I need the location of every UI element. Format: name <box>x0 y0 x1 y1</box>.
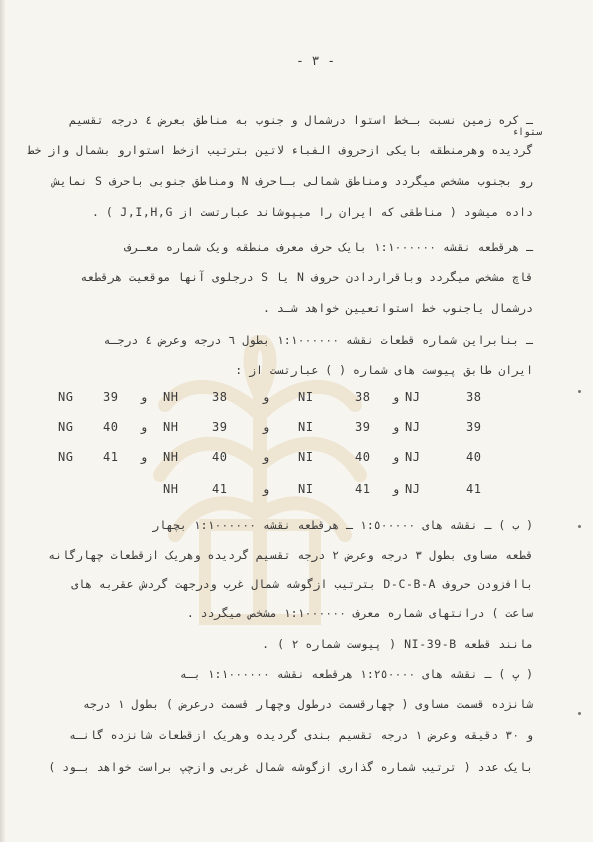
grid-zone: NG <box>58 450 74 464</box>
grid-number: 40 <box>212 450 228 464</box>
grid-zone: NI <box>298 450 314 464</box>
grid-zone: NH <box>163 450 179 464</box>
grid-number: 40 <box>466 450 482 464</box>
grid-zone: NJ <box>405 450 421 464</box>
grid-zone: NH <box>163 390 179 404</box>
grid-separator: و <box>262 420 270 434</box>
scan-speck <box>578 712 581 715</box>
grid-zone: NH <box>163 420 179 434</box>
scan-speck <box>578 525 581 528</box>
grid-zone: NI <box>298 390 314 404</box>
paragraph-1-line-2: گردیده وهرمنطقه بایکی ازحروف الفباء لاتین بترتیب ازخط استوارو بشمال واز خط <box>27 143 533 157</box>
paragraph-5-line-3: و ٣٠ دقیقه وعرض ١ درجه تقسیم بندی گردیده وهریک ازقطعات شانزده گانـه <box>69 728 533 742</box>
grid-zone: NJ <box>405 420 421 434</box>
paragraph-5-line-4: بایک عدد ( ترتیب شماره گذاری ازگوشه شمال غربی وازچپ براست خواهد بـود ) <box>48 760 533 774</box>
grid-separator: و <box>262 450 270 464</box>
grid-separator: و <box>140 390 148 404</box>
paragraph-4-line-1: ( ب ) ـ نقشه های ١:٥٠٠٠٠٠ ـ هرقطعه نقشه ١:١٠٠٠٠٠٠ بچهار <box>152 518 533 532</box>
paragraph-1-line-1: ـ کره زمین نسبت بـخط استوا درشمال و جنوب به مناطق بعرض ٤ درجه تقسیم <box>69 113 533 127</box>
grid-number: 41 <box>355 482 371 496</box>
grid-separator: و <box>392 420 400 434</box>
paragraph-5-line-2: شانزده قسمت مساوی ( چهارقسمت درطول وچهار قسمت درعرض ) بطول ١ درجه <box>82 697 533 711</box>
grid-number: 38 <box>466 390 482 404</box>
paragraph-3-line-1: ـ بنابراین شماره قطعات نقشه ١:١٠٠٠٠٠٠ بطول ٦ درجه وعرض ٤ درجـه <box>103 333 533 347</box>
grid-separator: و <box>262 390 270 404</box>
grid-separator: و <box>392 390 400 404</box>
paragraph-2-line-2: قاچ مشخص میگردد وباقراردادن حروف N یا S درجلوی آنها موقعیت هرقطعه <box>80 270 533 284</box>
grid-zone: NH <box>163 482 179 496</box>
grid-number: 39 <box>103 390 119 404</box>
grid-zone: NJ <box>405 390 421 404</box>
grid-number: 41 <box>103 450 119 464</box>
paragraph-2-line-3: درشمال یاجنوب خط استواتعیین خواهد شـد . <box>262 301 533 315</box>
page-edge-shadow <box>0 0 6 842</box>
grid-separator: و <box>262 482 270 496</box>
paragraph-4-line-3: باافزودن حروف D-C-B-A بترتیب ازگوشه شمال غرب ودرجهت گردش عقربه های <box>71 577 533 591</box>
paragraph-1-line-4: داده میشود ( مناطقی که ایران را میپوشاند عبارتست از J,I,H,G ) . <box>92 205 533 219</box>
grid-zone: NI <box>298 482 314 496</box>
grid-separator: و <box>140 420 148 434</box>
grid-zone: NG <box>58 390 74 404</box>
grid-zone: NG <box>58 420 74 434</box>
grid-number: 38 <box>212 390 228 404</box>
paragraph-5-line-1: ( پ ) ـ نقشه های ١:٢٥٠٠٠٠ هرقطعه نقشه ١:١٠٠٠٠٠٠ بـه <box>179 667 533 681</box>
grid-number: 39 <box>212 420 228 434</box>
grid-number: 39 <box>466 420 482 434</box>
grid-number: 40 <box>103 420 119 434</box>
grid-separator: و <box>392 450 400 464</box>
example-line: مانند قطعه NI-39-B ( پیوست شماره ٢ ) . <box>262 637 533 651</box>
grid-number: 40 <box>355 450 371 464</box>
grid-separator: و <box>392 482 400 496</box>
grid-zone: NI <box>298 420 314 434</box>
grid-number: 41 <box>466 482 482 496</box>
grid-separator: و <box>140 450 148 464</box>
grid-number: 39 <box>355 420 371 434</box>
page-number: - ٣ - <box>296 54 336 69</box>
paragraph-1-line-3: رو بجنوب مشخص میگردد ومناطق شمالی بـاحرف N ومناطق جنوبی باحرف S نمایش <box>52 174 533 188</box>
paragraph-2-line-1: ـ هرقطعه نقشه ١:١٠٠٠٠٠٠ بایک حرف معرف منطقه ویک شماره معـرف <box>124 240 533 254</box>
scan-speck <box>578 390 581 393</box>
paragraph-4-line-4: ساعت ) درانتهای شماره معرف ١:١٠٠٠٠٠٠ مشخص میگردد . <box>186 606 533 620</box>
grid-number: 38 <box>355 390 371 404</box>
paragraph-3-line-2: ایران طابق پیوست های شماره ( ) عبارتست از : <box>235 363 533 377</box>
paragraph-4-line-2: قطعه مساوی بطول ٣ درجه وعرض ٢ درجه تقسیم گردیده وهریک ازقطعات چهارگانه <box>48 548 533 562</box>
grid-number: 41 <box>212 482 228 496</box>
grid-zone: NJ <box>405 482 421 496</box>
margin-note: ستواء <box>512 127 543 138</box>
